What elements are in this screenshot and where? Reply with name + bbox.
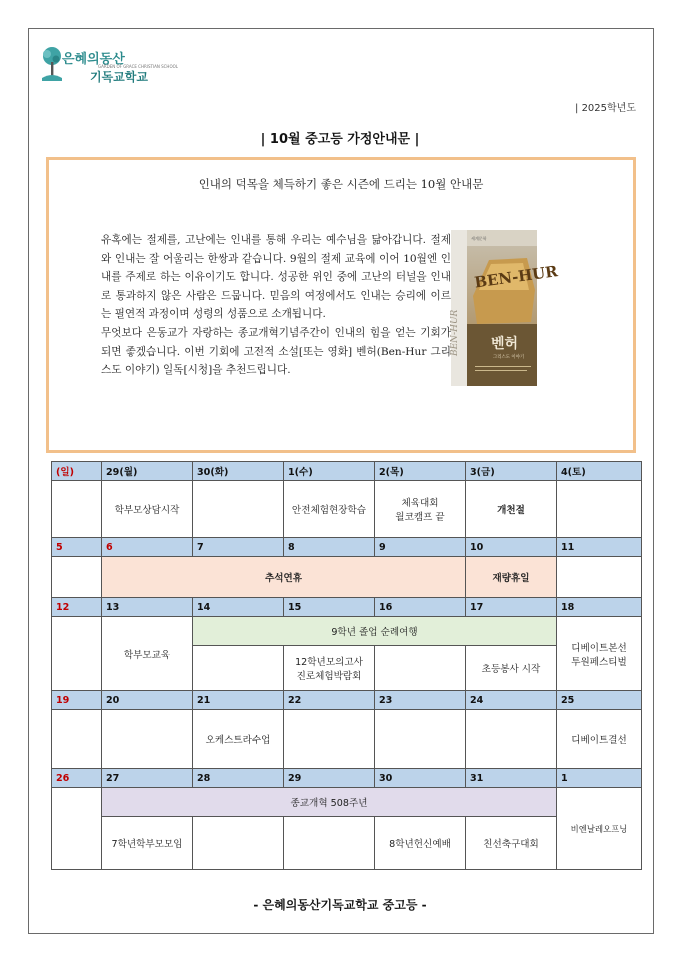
book-subtitle: 그리스도 이야기 (493, 355, 525, 360)
calendar-event: 월코캠프 끝 (395, 512, 445, 523)
calendar-cell (102, 710, 193, 769)
calendar-event: 8학년헌신예배 (375, 817, 466, 870)
calendar-event: 안전체험현장학습 (284, 481, 375, 538)
calendar-date: 5 (52, 538, 102, 557)
calendar-date: 15 (284, 598, 375, 617)
calendar-week-5-events-bottom (52, 817, 642, 870)
calendar-date: 27 (102, 769, 193, 788)
calendar-event: 오케스트라수업 (193, 710, 284, 769)
tree-logo-icon (40, 46, 64, 84)
calendar-header-row-1 (52, 462, 642, 481)
calendar-date: 4(토) (557, 462, 642, 481)
calendar-reformation-band: 종교개혁 508주년 (102, 788, 557, 817)
calendar-week-5-events-top (52, 788, 642, 817)
calendar-week-1-events (52, 481, 642, 538)
calendar-event: 투원페스티벌 (571, 656, 627, 668)
calendar-week-3-events-top (52, 617, 642, 646)
calendar-date: 8 (284, 538, 375, 557)
calendar-week-2-events (52, 557, 642, 598)
calendar-cell (52, 481, 102, 538)
calendar-cell (557, 557, 642, 598)
calendar-event: 초등봉사 시작 (466, 646, 557, 691)
calendar-date: 3(금) (466, 462, 557, 481)
calendar-event: 7학년학부모모임 (102, 817, 193, 870)
calendar-cell (52, 788, 102, 870)
calendar-event: 디베이트결선 (557, 710, 642, 769)
logo-name-line2: 기독교학교 (90, 70, 148, 84)
calendar-holiday: 개천절 (466, 481, 557, 538)
calendar-date: 29 (284, 769, 375, 788)
calendar-date: 30 (375, 769, 466, 788)
calendar-date: 9 (375, 538, 466, 557)
notice-paragraph-2: 무엇보다 은동교가 자랑하는 종교개혁기념주간이 인내의 힘을 얻는 기회가 되면 좋겠습니다. 이번 기회에 고전적 소설[또는 영화] 벤허(Ben-Hur 그리스도 이야기) 일독[시청]을 추천드립니다. (101, 326, 451, 377)
calendar-date: 28 (193, 769, 284, 788)
calendar-date: 7 (193, 538, 284, 557)
svg-text:세계문학: 세계문학 (471, 236, 487, 241)
calendar-cell (557, 481, 642, 538)
logo-subtitle: GARDEN OF GRACE CHRISTIAN SCHOOL (98, 64, 178, 69)
calendar-event: 학부모교육 (102, 617, 193, 691)
logo-name-line1: 은혜의동산 (62, 52, 125, 67)
calendar-header-row-4 (52, 691, 642, 710)
calendar-date: 17 (466, 598, 557, 617)
calendar-date: 1(수) (284, 462, 375, 481)
calendar-date: 13 (102, 598, 193, 617)
ben-hur-book-cover (450, 230, 559, 386)
calendar-date: 6 (102, 538, 193, 557)
calendar-date: 21 (193, 691, 284, 710)
october-calendar (51, 461, 642, 870)
footer-school-name: - 은혜의동산기독교학교 중고등 - (253, 898, 427, 912)
calendar-event: 비엔날레오프닝 (557, 788, 642, 870)
calendar-cell (52, 617, 102, 691)
calendar-event-multi (557, 617, 642, 691)
calendar-cell (193, 646, 284, 691)
calendar-date: 23 (375, 691, 466, 710)
calendar-date: 25 (557, 691, 642, 710)
school-year-label: | 2025학년도 (575, 103, 636, 114)
calendar-date: 19 (52, 691, 102, 710)
calendar-date: 22 (284, 691, 375, 710)
calendar-date: 14 (193, 598, 284, 617)
calendar-cell (52, 557, 102, 598)
calendar-date: 10 (466, 538, 557, 557)
calendar-cell (52, 710, 102, 769)
calendar-cell (375, 710, 466, 769)
calendar-event: 학부모상담시작 (102, 481, 193, 538)
calendar-date: 1 (557, 769, 642, 788)
calendar-event: 디베이트본선 (571, 642, 627, 654)
calendar-header-row-3 (52, 598, 642, 617)
page-title: | 10월 중고등 가정안내문 | (260, 132, 420, 147)
calendar-date: 30(화) (193, 462, 284, 481)
notice-box (46, 157, 636, 453)
calendar-event: 12학년모의고사 (295, 657, 363, 668)
calendar-cell (375, 646, 466, 691)
notice-heading: 인내의 덕목을 체득하기 좋은 시즌에 드리는 10월 안내문 (198, 177, 484, 191)
calendar-cell (193, 481, 284, 538)
calendar-week-4-events (52, 710, 642, 769)
calendar-cell (284, 817, 375, 870)
calendar-holiday-band: 재량휴일 (466, 557, 557, 598)
calendar-event: 진로체험박람회 (296, 671, 362, 682)
calendar-date: 2(목) (375, 462, 466, 481)
calendar-event: 체육대회 (401, 498, 439, 509)
calendar-event-multi (375, 481, 466, 538)
calendar-date: 12 (52, 598, 102, 617)
calendar-date: 11 (557, 538, 642, 557)
calendar-cell (193, 817, 284, 870)
book-spine-text: BEN-HUR (450, 309, 460, 356)
calendar-date: (일) (52, 462, 102, 481)
calendar-date: 26 (52, 769, 102, 788)
calendar-cell (284, 710, 375, 769)
calendar-trip-band: 9학년 졸업 순례여행 (193, 617, 557, 646)
book-cover-title: BEN-HUR (473, 262, 559, 292)
notice-paragraph-1: 유혹에는 절제를, 고난에는 인내를 통해 우리는 예수님을 닮아갑니다. 절제와 인내는 잘 어울리는 한쌍과 같습니다. 9월의 절제 교육에 이어 10월엔 인내를 주제로 하는 이유이기도 합니다. 성공한 위인 중에 고난의 터널을 인내로 통과하지 않은 사람은 드뭅니다. 믿음의 여정에서도 인내는 승리에 이르는 필연적 과정이며 성령의 성품으로 소개됩니다. (101, 234, 451, 321)
calendar-cell (466, 710, 557, 769)
calendar-date: 29(월) (102, 462, 193, 481)
calendar-header-row-5 (52, 769, 642, 788)
calendar-event-multi (284, 646, 375, 691)
calendar-date: 20 (102, 691, 193, 710)
calendar-event: 친선축구대회 (466, 817, 557, 870)
calendar-date: 24 (466, 691, 557, 710)
notice-body (101, 231, 451, 380)
book-korean-title: 벤허 (491, 336, 519, 352)
calendar-holiday-band: 추석연휴 (102, 557, 466, 598)
calendar-date: 16 (375, 598, 466, 617)
calendar-date: 31 (466, 769, 557, 788)
calendar-date: 18 (557, 598, 642, 617)
calendar-header-row-2 (52, 538, 642, 557)
